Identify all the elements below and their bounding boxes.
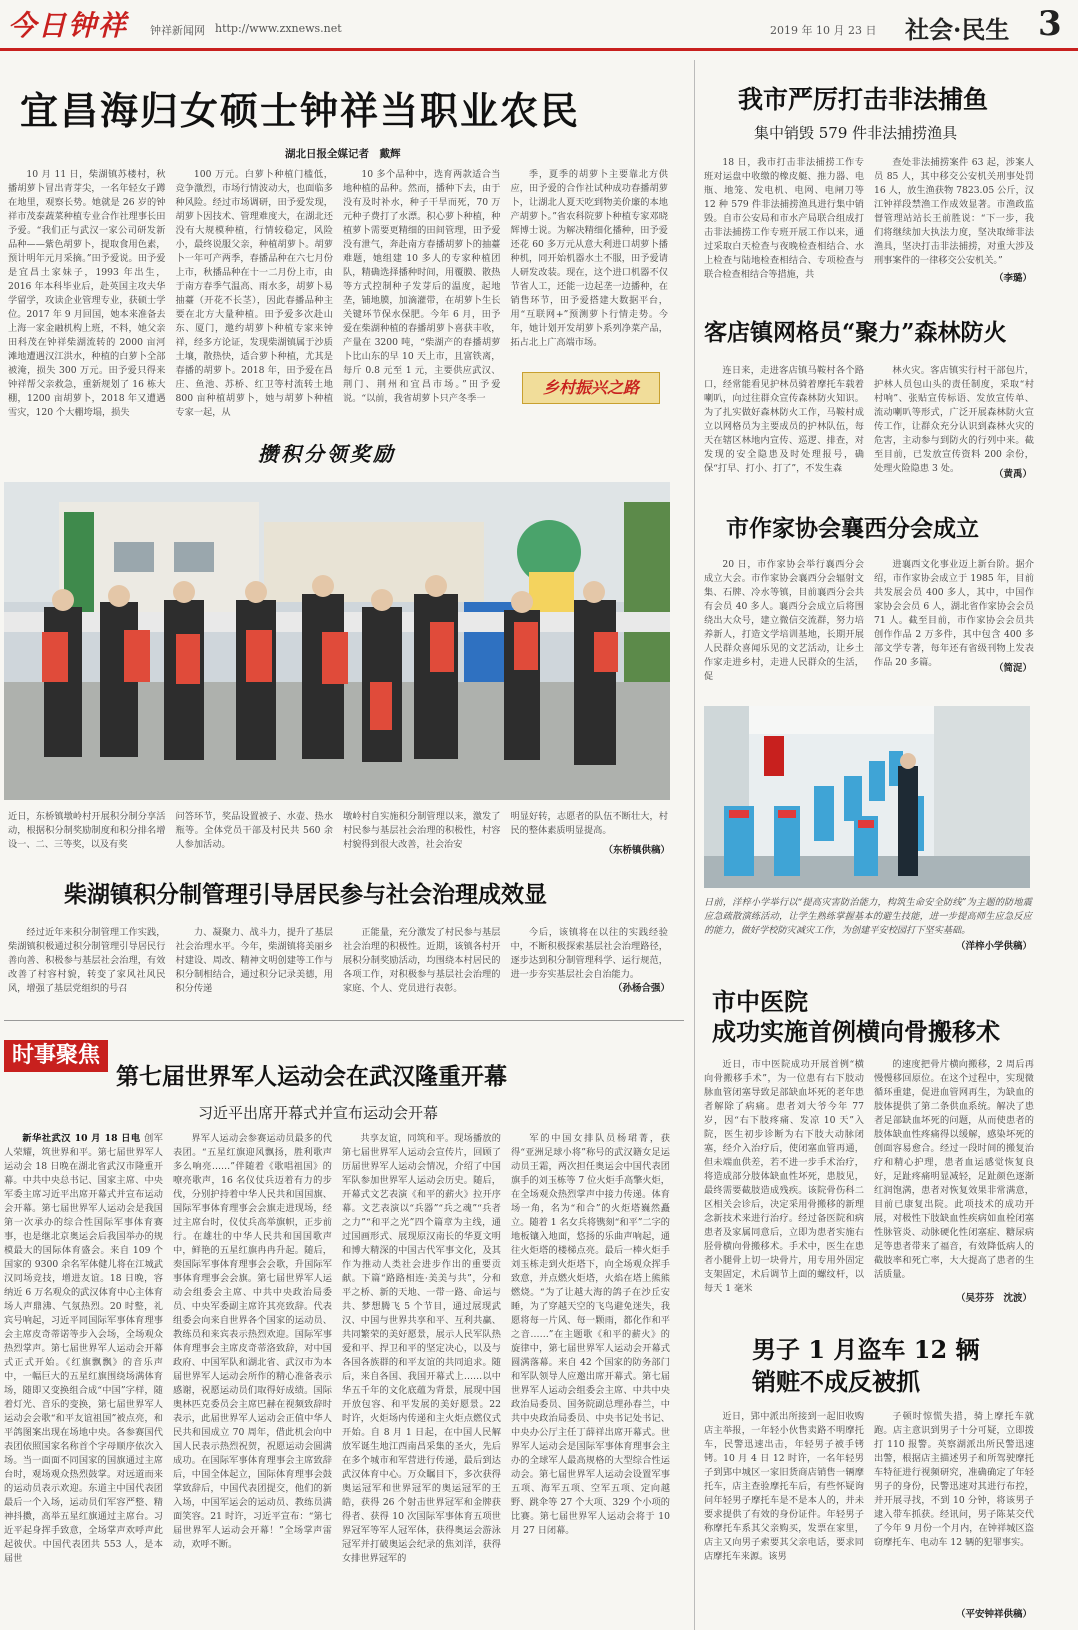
fishing-col-1: 18 日，我市打击非法捕捞工作专班对运盘中收缴的橡皮艇、推力器、电瓶、地笼、发电机、电网、电闸刀等 12 种 579 件非法捕捞渔具进行集中销毁。自市公安局和市水产局联合组成打击非法捕捞工作专班开展工作以来，通过采取白天检查与夜晚检查相结合、水上检查与陆地检查相结合、专项检查与联合检查相结合等措施，共 bbox=[704, 157, 864, 280]
writers-credit: （简浞） bbox=[993, 663, 1032, 674]
military-body bbox=[4, 1132, 670, 1624]
forest-headline: 客店镇网格员“聚力”森林防火 bbox=[704, 319, 1007, 346]
military-col-2: 界军人运动会参赛运动员最多的代表团。“五星红旗迎风飘扬，胜利歌声多么响亮……”伴随着《歌唱祖国》的嘹亮歌声，16 名仪仗兵迈着有力的步伐，分别护持着中华人民共和国国旗、国际军事体育理事会会旗走进现场，经过主席台时，仪仗兵高举旗帜，正步前行。在雄壮的中华人民共和国国歌声中，鲜艳的五星红旗冉冉升起。随后，奏国际军事体育理事会会歌，升国际军事体育理事会会旗。第七届世界军人运动会组委会主席、中共中央政治局委员、中央军委副主席许其亮致辞。代表组委会向来自世界各个国家的运动员、教练员和来宾表示热烈欢迎。国际军事体育理事会主席皮奇蒂洛致辞，对中国政府、中国军队和湖北省、武汉市为本届世界军人运动会所作的精心准备表示感谢，祝愿运动员们取得好成绩。国际奥林匹克委员会主席巴赫在视频致辞时表示，此届世界军人运动会正值中华人民共和国成立 70 周年，借此机会向中国人民表示热烈祝贺，祝愿运动会圆满成功。在国际军事体育理事会主席致辞后，中国全体起立，国际体育理事会鼓掌致辞后，中国代表团提交，他们的新入场，中国军运会的运动员、教练员满面笑容。21 时许，习近平宣布：“第七届世界军人运动会开幕！”全场掌声雷动，欢呼不断。 bbox=[173, 1133, 332, 1550]
masthead-rule bbox=[0, 48, 1078, 51]
chaihu-credit: （孙杨合强） bbox=[612, 983, 670, 994]
military-col-4: 军的中国女排队员杨珺菁，获得“亚洲足球小将”称号的武汉籍女足运动员王霜，两次担任奥运会中国代表团旗手的刘玉栋等 7 位火炬手高擎火炬，在全场观众热烈掌声中接力传递。体育场一角，名为“和合”的火炬塔巍然矗立。随着 1 名女兵将镌刻“和平”二字的地板镶入地面，悠扬的乐曲声响起，通往火炬塔的楼梯点亮。最后一棒火炬手刘玉栋走到火炬塔下，向全场观众挥手致意，并点燃火炬塔，火焰在塔上熊熊燃烧。“为了让越大海的鸽子在沙丘安睡，为了穿越天空的飞鸟避免迷失，我愿将每一片风、每一颗雨，都化作和平之音……”在主题歌《和平的薪火》的旋律中，第七届世界军人运动会开幕式圆满落幕。来自 42 个国家的防务部门和军队领导人应邀出席开幕式。第七届世界军人运动会组委会主席、中共中央政治局委员、国务院副总理孙春兰，中共中央政治局委员、中央书记处书记、中央办公厅主任丁薛祥出席开幕式。世界军人运动会是国际军事体育理事会主办的全球军人最高规格的大型综合性运动会。第七届世界军人运动会设置军事五项、海军五项、空军五项、定向越野、跳伞等 27 个大项、329 个小项的比赛。第七届世界军人运动会将于 10 月 27 日闭幕。 bbox=[511, 1133, 670, 1536]
lead-col-2: 100 万元。白萝卜种植门槛低，竞争激烈，市场行情波动大，也面临多种风险。经过市场调研，田予爱发现，胡萝卜因技术、管理难度大，在湖北还没有大规模种植，行情较稳定，风险小，最终说服父亲，种植胡萝卜。胡萝卜一年可产两季，春播品种在六七月份上市，秋播品种在十一二月份上市，由于南方春季气温高、雨水多，胡萝卜易抽薹（开花不长茎），因此春播品种主要在北方大量种植。田予爱多次赴山东、厦门，邀约胡萝卜种植专家来钟祥，经多方论证，发现柴湖镇属于沙质土壤，散热快，适合萝卜种植，尤其是春播的胡萝卜。2018 年，田予爱在昌庄、鱼池、苏桥、红卫等村流转土地 800 亩种植胡萝卜，她与胡萝卜种植专家一起，从 bbox=[175, 169, 333, 418]
current-affairs-stamp: 时事聚焦 bbox=[4, 1040, 108, 1072]
rural-revitalization-banner: 乡村振兴之路 bbox=[522, 372, 660, 404]
military-col-3: 共享友谊，同筑和平。现场播放的第七届世界军人运动会宣传片，回顾了历届世界军人运动会情况，介绍了中国军队参加世界军人运动会历史。随后，开幕式文艺表演《和平的薪火》拉开序幕。文艺表演以“兵器”“兵之魂”“兵者之力”“和平之光”四个篇章为主线，通过国画形式、展现原汉南长的华夏文明和博大精深的中国古代军事文化，及其作为推动人类社会进步作出的重要贡献。下篇“路路相连·美美与共”，分和平之桥、新的天地、一带一路、命运与共、梦想腾飞 5 个节目，通过展现武汉、中国与世界共享和平、互利共赢、共同繁荣的美好愿景，展示人民军队热爱和平、捍卫和平的坚定决心，以及与各国各族群的和平友谊的共同追求。随后，来自各国、我国开幕式上……以中华五千年的文化底蕴为背景，展现中国开放包容、和平发展的美好愿景。22 时许，火炬场内传递和主火炬点燃仪式开始。自 8 月 1 日起，在中国人民解放军诞生地江西南昌采集的圣火，先后在多个城市和军营进行传递，最后到达武汉体育中心。万众瞩目下，多次获得奥运冠军和世界冠军的奥运冠军的王皓，获得 26 个射击世界冠军和金牌获得者、获得 10 次国际军事体育五项世界冠军等军人冠军体，获得奥运会游泳冠军并打破奥运会纪录的焦刘洋，获得女排世界冠军的 bbox=[342, 1133, 501, 1564]
writers-col-2: 进襄西文化事业迈上新台阶。据介绍，市作家协会成立于 1985 年，目前共发展会员 400 多人，其中，中国作家协会会员 6 人，湖北省作家协会会员 71 人。截至目前，市作家协会会员共创作作品 2 万多件，其中包含 400 多部文学专著，每年还有省级刊物上发表作品 20 多篇。 bbox=[874, 559, 1034, 668]
page-number: 3 bbox=[1038, 4, 1062, 44]
writers-body bbox=[704, 558, 1034, 682]
chaihu-col-3: 正能量，充分激发了村民参与基层社会治理的积极性。近期，该镇各村开展积分制奖励活动，均围绕本村居民的各项工作，对积极参与基层社会治理的家庭、个人、党员进行表彰。 bbox=[343, 927, 501, 994]
network-name: 钟祥新闻网 bbox=[150, 24, 205, 37]
lead-col-3: 10 多个品种中，选育两款适合当地种植的品种。然而，播种下去，由于没有及时补水，种子干旱而死，70 万元种子费打了水漂。积心萝卜种植，种植萝卜需要更精细的田间管理，田予爱没有泄气，奔赴南方春播胡萝卜的抽薹难题，她组建 10 多人的专家种植团队，精确选择播种时间，用覆膜、散热等方式控制种子发芽后的温度，起地垄，铺地膜，加滴灌带，在胡萝卜生长关键环节保水保肥。今年 6 月，田予爱在柴湖种植的春播胡萝卜喜获丰收，产量在 3200 吨，“柴湖产的春播胡萝卜比山东的早 10 天上市，且富铁离，每斤 0.8 元至 1 元，主要供应武汉、荆门、荆州和宜昌市场。”田予爱说。“以前，我省胡萝卜只产冬季一 bbox=[343, 169, 501, 404]
hospital-headline-2: 成功实施首例横向骨搬移术 bbox=[712, 1017, 1000, 1046]
theft-col-1: 近日，郢中派出所接到一起旧收购店主举报，一年轻小伙售卖路不明摩托车，民警迅速出击，年轻男子被手铐铐。10 月 4 日 12 时许，一名年轻男子到郢中城区一家旧货商店销售一辆摩托车，店主查验摩托车后，有些怀疑询问年轻男子摩托车是不是本人的，并未要求提供了有效的身份证件。年轻男子称摩托车系其父亲购买，发票在家里，店主又向男子索要其父亲电话，要求同店摩托车来源。该男 bbox=[704, 1411, 864, 1562]
masthead bbox=[0, 0, 1078, 52]
lead-col-4: 季，夏季的胡萝卜主要靠北方供应，田予爱的合作社试种成功春播胡萝卜，让湖北人夏天吃到物美价廉的本地产胡萝卜。”省农科院萝卜种植专家邓晓辉博士说。为解决精细化播种，田予爱还花 60 多万元从意大利进口胡萝卜播种机，同开始机器水土不服，田予爱请人研发改装。现在，这个进口机器不仅节省人工，还能一边起垄一边播种，在销售环节，田予爱搭建大数据平台，用“互联网+”预测萝卜行情走势。今年，她计划开发胡萝卜系列净菜产品，拓占北上广高端市场。 bbox=[510, 169, 668, 348]
writers-headline: 市作家协会襄西分会成立 bbox=[726, 515, 979, 542]
section-divider bbox=[4, 1020, 684, 1021]
fishing-col-2: 查处非法捕捞案件 63 起，涉案人员 85 人，其中移交公安机关刑事处罚 16 人，放生渔获物 7823.05 公斤，汉江钟祥段禁渔工作成效显著。市渔政监督管理站站长王前胜说：“下一步，我们将继续加大执法力度，坚决取缔非法渔具，坚决打击非法捕捞，对重大涉及刑事案件的一律移交公安机关。” bbox=[874, 157, 1034, 266]
network-url[interactable]: http://www.zxnews.net bbox=[215, 22, 342, 35]
theft-headline-1: 男子 1 月盗车 12 辆 bbox=[752, 1335, 980, 1364]
theft-credit: （平安钟祥供稿） bbox=[955, 1609, 1032, 1620]
chaihu-col-1: 经过近年来积分制管理工作实践，柴湖镇积极通过积分制管理引导居民行善向善、积极参与基层社会治理，有效改善了村容村貌，转变了家风社风民风，增强了基层党组织的号召 bbox=[8, 927, 166, 994]
writers-col-1: 20 日，市作家协会举行襄西分会成立大会。市作家协会襄西分会辐射文集、石牌、冷水等镇，目前襄西分会共有会员 40 多人。襄西分会成立后将围绕出大众号，建立微信交流群，努力培养新人，打造文学培训基地，长期开展人民群众喜闻乐见的文艺活动，让乡土作家走进乡村，走进人民群众的生活，促 bbox=[704, 559, 864, 682]
points-ceremony-photo bbox=[4, 482, 670, 800]
forest-body bbox=[704, 364, 1034, 476]
points-caption-4: 明显好转，志愿者的队伍不断壮大，村民的整体素质明显提高。 bbox=[510, 811, 668, 836]
evacuation-drill-image bbox=[704, 706, 1030, 888]
hospital-col-1: 近日，市中医院成功开展首例“横向骨搬移手术”，为一位患有右下肢动脉血管闭塞导致足部缺血坏死的老年患者解除了病痛。患者刘大爷今年 77 岁，因“右下肢疼痛、发凉 10 天”入院，医生初步诊断为右下肢大动脉闭塞，经介入治疗后，使闭塞血管再通，但未端血供差，若不进一步手术治疗，将造成部分肢体缺血性坏死，患肢见，最终需要截肢造成残疾。该院骨伤科二区相关会诊后，决定采用骨搬移的新理念新技术来进行治疗。经过备医院和病患者及家属同意后，立即为患者实施右胫骨横向骨搬移术。手术中，医生在患者小腿骨上切一块骨片，用专用外固定支架固定，术后调节上面的螺纹杆，以每天 1 毫米 bbox=[704, 1059, 864, 1294]
military-headline: 第七届世界军人运动会在武汉隆重开幕 bbox=[116, 1063, 507, 1090]
lead-col-1: 10 月 11 日，柴湖镇苏楼村，秋播胡萝卜冒出青芽尖，一名年轻女子蹲在地里，观察长势。她就是 26 岁的钟祥市茂泰蔬菜种植专业合作社理事长田予爱。“我们正与武汉一家公司研发新品种——紫色胡萝卜，提取食用色素，预计明年元月采摘。”田予爱说。田予爱是宜昌土家妹子，1993 年出生，2016 年本科毕业后，赴英国主攻夫华学留学，攻读企业管理专业，获硕士学位。2017 年 9 月回国，她本来准备去上海一家金融机构上班，不料，她父亲田科茂在钟祥柴湖流转的 2000 亩河滩地遭遇汉江洪水，种植的白萝卜全部被淹，损失 300 万元。田予爱只得来钟祥帮父亲救急，重新规划了 16 栋大棚，1200 亩胡萝卜，2018 年又遭遇雪灾，120 个大棚垮塌，损失 bbox=[8, 169, 166, 418]
lead-headline: 宜昌海归女硕士钟祥当职业农民 bbox=[20, 88, 581, 133]
points-caption-3: 墩岭村自实施积分制管理以来，激发了村民参与基层社会治理的积极性，村容村貌得到很大改善，社会治安 bbox=[343, 811, 501, 850]
hospital-body bbox=[704, 1058, 1034, 1292]
military-dateline: 新华社武汉 10 月 18 日电 bbox=[22, 1133, 141, 1144]
theft-headline-2: 销赃不成反被抓 bbox=[752, 1367, 920, 1396]
ceremony-scene-image bbox=[4, 482, 670, 800]
school-caption: 日前，洋梓小学举行以“提高灾害防治能力，构筑生命安全防线”为主题的防地震应急疏散演练活动，让学生熟练掌握基本的避生技能，进一步提高师生应急反应的能力，做好学校防灾减灾工作，为创建平安校园打下坚实基础。 bbox=[704, 897, 1032, 936]
points-caption-1: 近日，东桥镇墩岭村开展积分制分享活动，根据积分制奖励制度和积分排名增设一、二、三等奖，以及有奖 bbox=[8, 811, 166, 850]
chaihu-col-4: 今后，该镇将在以往的实践经验中，不断积极探索基层社会治理路径，逐步达到积分制管理科学、运行规范，进一步夯实基层社会自治能力。 bbox=[510, 927, 668, 980]
newspaper-logo: 今日钟祥 bbox=[8, 9, 129, 42]
points-credit: （东桥镇供稿） bbox=[603, 845, 670, 856]
chaihu-headline: 柴湖镇积分制管理引导居民参与社会治理成效显 bbox=[64, 881, 547, 908]
issue-date: 2019 年 10 月 23 日 bbox=[770, 24, 877, 37]
military-col-1: 新华社武汉 10 月 18 日电 创军人荣耀，筑世界和平。第七届世界军人运动会 18 日晚在湖北省武汉市隆重开幕。中共中央总书记、国家主席、中央军委主席习近平出席开幕式并宣布运动会开幕。第七届世界军人运动会是我国第一次承办的综合性国际军事体育赛事，也是继北京奥运会后我国举办的规模最大的国际体育盛会。来自 109 个国家的 9300 余名军体健儿将在江城武汉同场竞技，增进友谊。18 日晚，容纳近 6 万名观众的武汉体育中心主体育场人声鼎沸、气氛热烈。20 时整，礼宾号响起，习近平同国际军事体育理事会主席皮奇蒂诺等步入会场，全场观众热烈掌声。第七届世界军人运动会开幕式正式开始。《红旗飘飘》的音乐声中，一幅巨大的五星红旗围绕场满体育场，随即又变换组合成“中国”字样，随着灯光、音乐的变换，第七届世界军人运动会会歌“和平友谊祖国”被点亮，和平鸽图案出现在场地中央。各参赛国代表团依照国家名称首个字母顺序依次入场。当一面面不同国家的国旗通过主席台时，观场观众热烈鼓掌。对远道而来的运动员表示欢迎。东道主中国代表团最后一个入场，运动员们军容严整、精神抖擞，高举五星红旗通过主席台。习近平起身挥手致意，全场掌声欢呼声此起彼伏。中国代表团共 553 人，是本届世 bbox=[4, 1133, 163, 1564]
column-divider bbox=[694, 60, 695, 1630]
section-name: 社会·民生 bbox=[905, 15, 1010, 44]
forest-col-2: 林火灾。客店镇实行村干部包片，护林人员包山头的责任制度，采取“村村响”、张贴宣传标语、发放宣传单、流动喇叭等形式，广泛开展森林防火宣传工作，让群众充分认识到森林火灾的危害，主动参与到防火的行列中来。截至目前，已发放宣传资料 200 余份，处理火险隐患 3 处。 bbox=[874, 365, 1034, 474]
hospital-headline-1: 市中医院 bbox=[712, 987, 808, 1016]
fishing-subtitle: 集中销毁 579 件非法捕捞渔具 bbox=[754, 124, 958, 142]
school-credit: （洋梓小学供稿） bbox=[955, 941, 1032, 952]
forest-credit: （黄禹） bbox=[993, 469, 1032, 480]
school-drill-photo bbox=[704, 706, 1030, 888]
fishing-headline: 我市严厉打击非法捕鱼 bbox=[738, 85, 989, 114]
theft-body bbox=[704, 1410, 1034, 1606]
forest-col-1: 连日来，走进客店镇马鞍村各个路口，经常能看见护林员骑着摩托车载着喇叭，向过往群众宣传森林防火知识。为了扎实做好森林防火工作，马鞍村成立以网格员为主要成员的护林队伍，每天在辖区林地内宣传、巡逻、排查，对发现的安全隐患及时处理报号，确保“打早、打小、打了”，不发生森 bbox=[704, 365, 864, 474]
points-heading: 攒积分领奖励 bbox=[258, 442, 396, 466]
hospital-col-2: 的速度把骨片横向搬移，2 周后再慢慢移回原位。在这个过程中，实现微循环重建，促进血管网再生，为缺血的肢体提供了第二条供血系统。解决了患者足部缺血坏死的问题，从而使患者的肢体缺血性疼痛得以缓解，感染坏死的创面容易愈合。经过一段时间的搬复治疗和精心护理，患者血运感觉恢复良好，足趾疼痛明显减轻，足趾颜色逐渐红润饱满，患者对恢复效果非常满意，目前已康复出院。此项技术的成功开展，对极性下肢缺血性疾病如血栓闭塞性脉管炎、动脉硬化性闭塞症、糖尿病足等患者带来了福音，有效降低病人的截肢率和死亡率，大大提高了患者的生活质量。 bbox=[874, 1059, 1034, 1280]
points-caption-2: 问答环节，奖品设置被子、水壶、热水瓶等。全体党员干部及村民共 560 余人参加活动。 bbox=[175, 811, 333, 850]
lead-byline: 湖北日报全媒记者 戴辉 bbox=[285, 148, 401, 160]
military-subtitle: 习近平出席开幕式并宣布运动会开幕 bbox=[198, 1104, 439, 1122]
chaihu-col-2: 力、凝聚力、战斗力，提升了基层社会治理水平。今年，柴湖镇将美丽乡村建设、周改、精神文明创建等工作与积分制相结合，通过积分记录美德，用积分传递 bbox=[175, 927, 333, 994]
fishing-credit: （李璐） bbox=[993, 273, 1032, 284]
theft-col-2: 子顿时惊慌失措，骑上摩托车就跑。店主意识到男子十分可疑，立即拨打 110 报警。英察湖派出所民警迅速出警，根据店主描述男子和所驾驶摩托车特征进行视频研究，准确确定了年轻男子的身份，民警迅速对其进行布控，并开展寻找，不到 10 分钟，将该男子逮入带车抓获。经讯问，男子陈某交代了今年 9 月份一个月内，在钟祥城区盗窃摩托车、电动车 12 辆的犯罪事实。 bbox=[874, 1411, 1034, 1548]
hospital-credit: （吴芬芬 沈波） bbox=[955, 1293, 1032, 1304]
